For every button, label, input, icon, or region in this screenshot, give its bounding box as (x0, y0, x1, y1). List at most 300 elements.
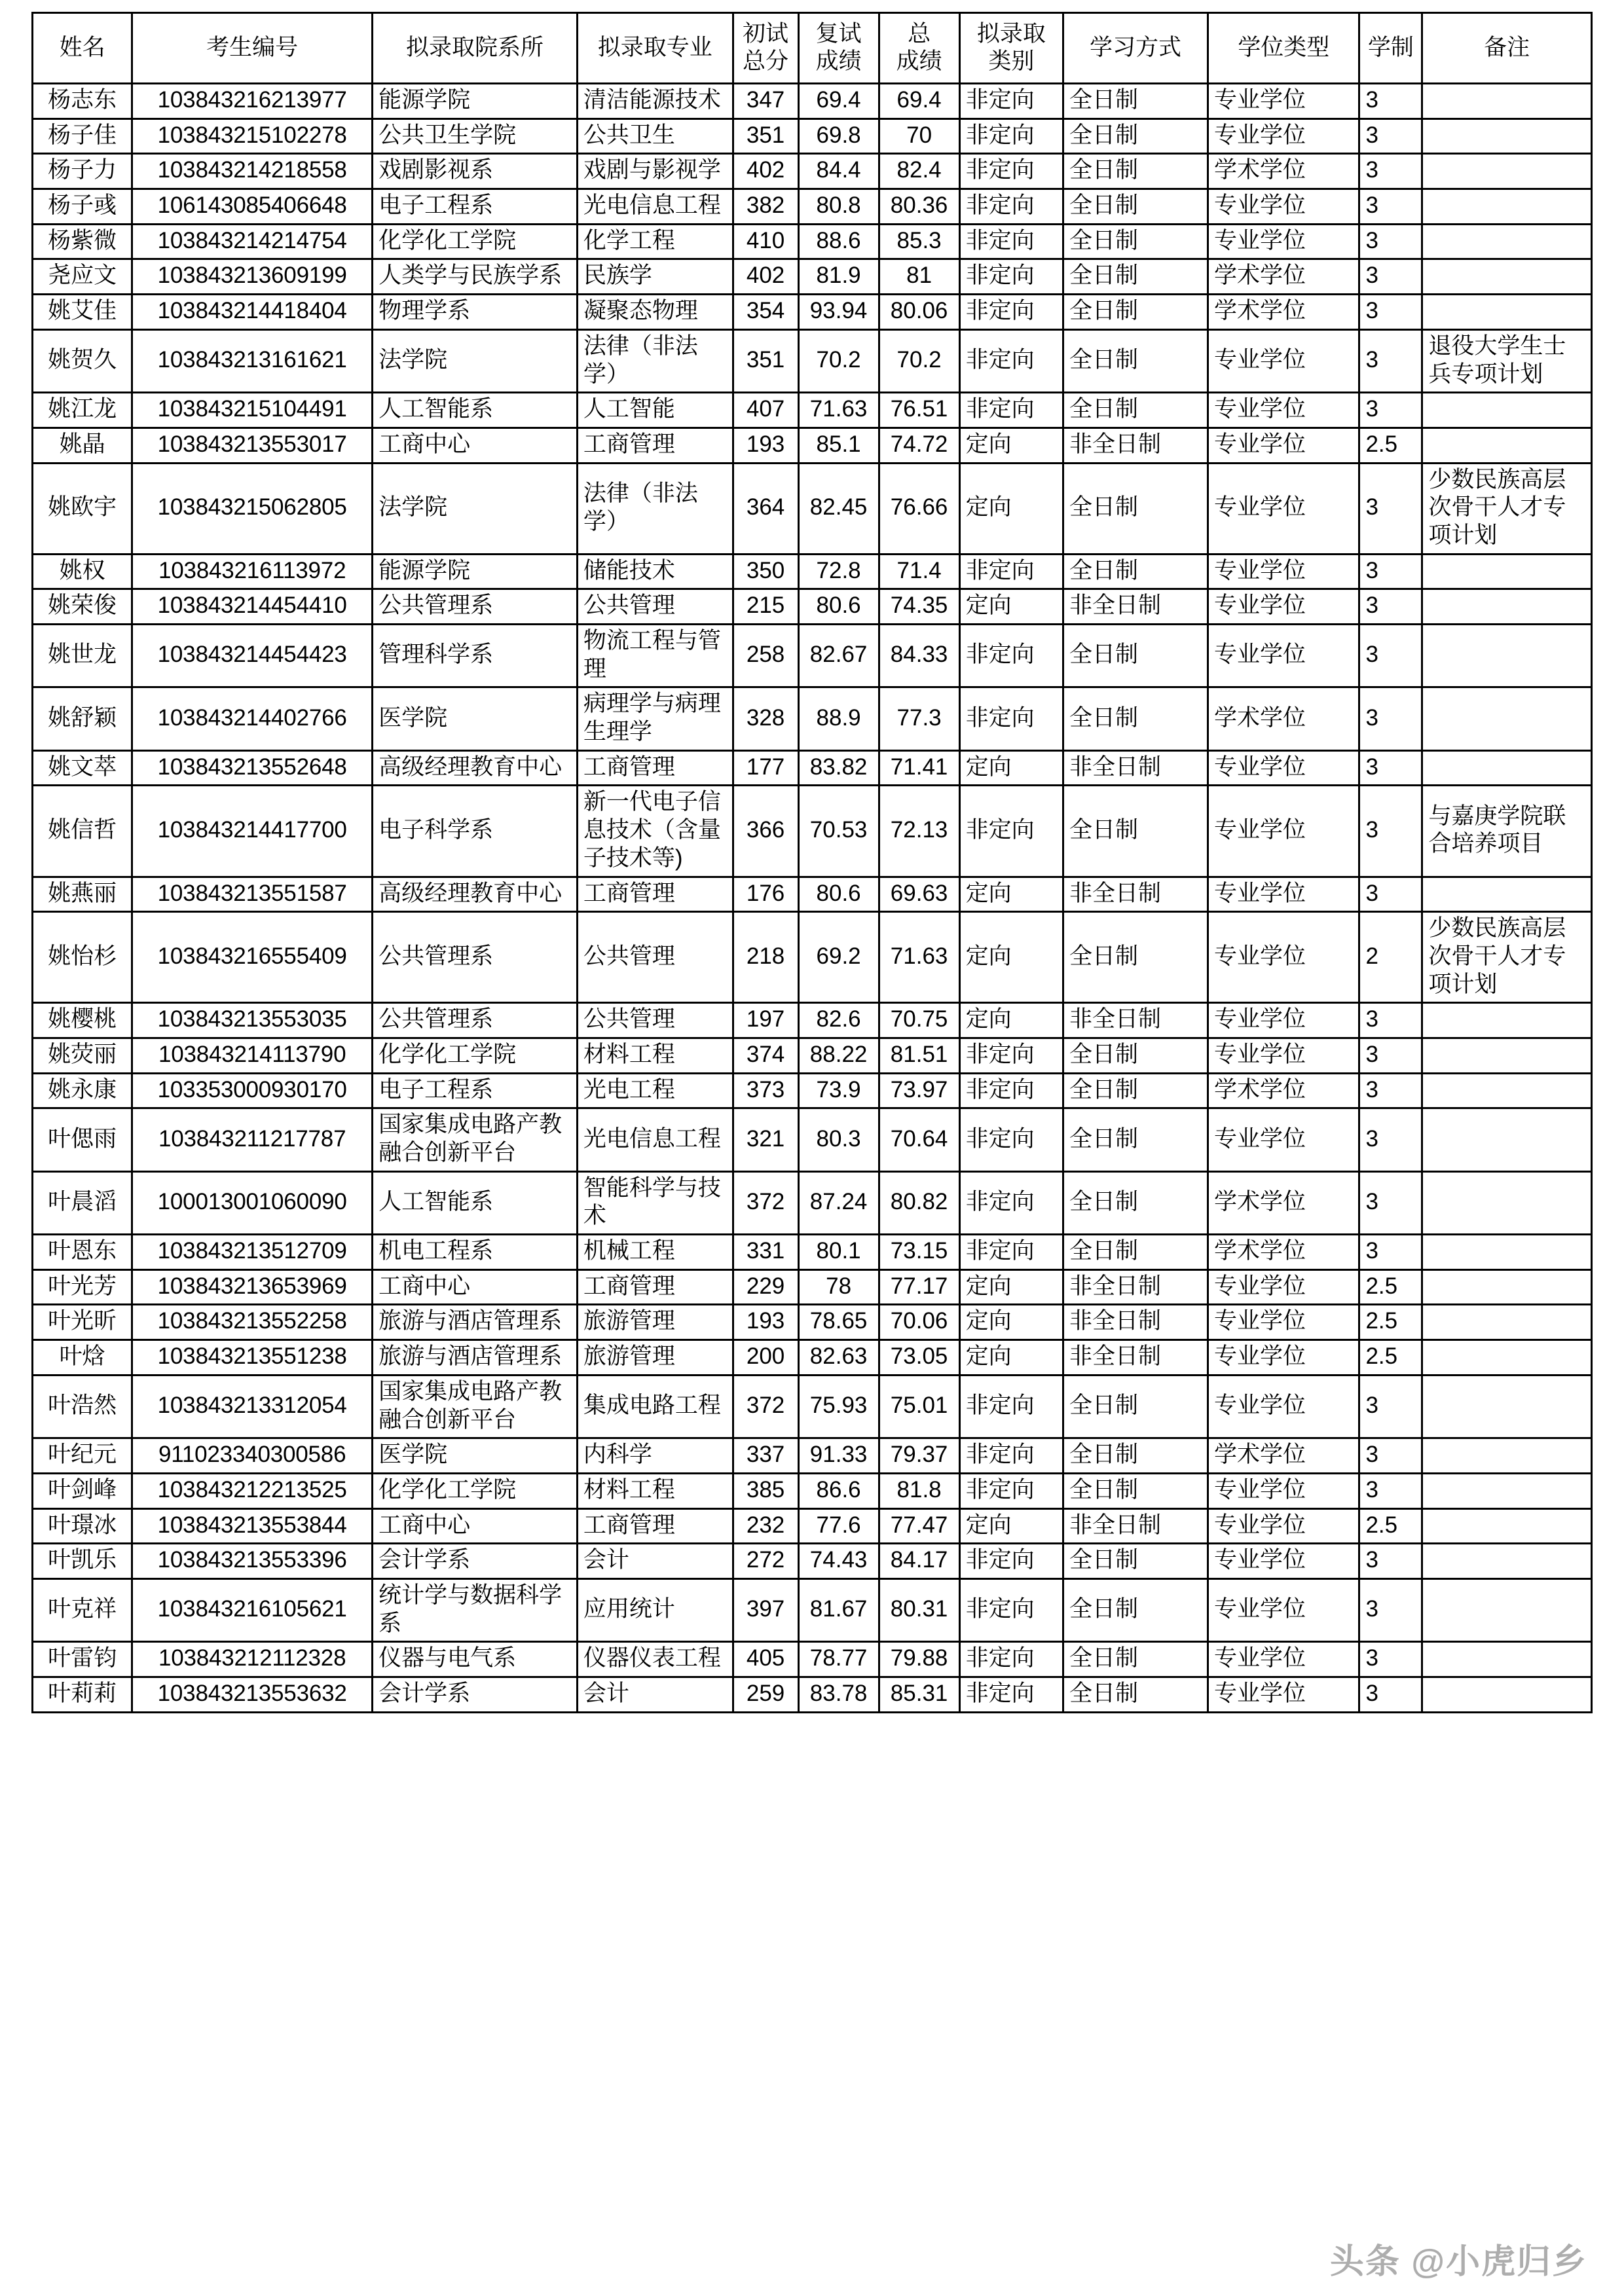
cell-retest-score[interactable]: 83.78 (798, 1677, 879, 1713)
column-header-candidate-id[interactable]: 考生编号 (132, 13, 373, 84)
cell-degree-type[interactable]: 专业学位 (1208, 1578, 1359, 1641)
table-row[interactable] (33, 1073, 1592, 1108)
cell-total-score[interactable]: 71.41 (879, 750, 959, 786)
cell-degree-type[interactable]: 专业学位 (1208, 329, 1359, 392)
table-row[interactable] (33, 428, 1592, 463)
cell-study-mode[interactable]: 非全日制 (1063, 750, 1208, 786)
cell-degree-type[interactable]: 学术学位 (1208, 154, 1359, 189)
cell-degree-type[interactable]: 专业学位 (1208, 428, 1359, 463)
cell-remark[interactable] (1422, 189, 1592, 225)
cell-study-mode[interactable]: 全日制 (1063, 1438, 1208, 1474)
cell-retest-score[interactable]: 69.2 (798, 912, 879, 1003)
cell-degree-type[interactable]: 专业学位 (1208, 877, 1359, 912)
cell-admit-category[interactable]: 非定向 (959, 1171, 1063, 1234)
cell-candidate-id[interactable]: 103843214218558 (132, 154, 373, 189)
cell-degree-type[interactable]: 专业学位 (1208, 1003, 1359, 1038)
cell-total-score[interactable]: 70.06 (879, 1305, 959, 1340)
cell-total-score[interactable]: 85.31 (879, 1677, 959, 1713)
column-header-initial-score[interactable] (733, 13, 798, 84)
cell-major[interactable]: 储能技术 (577, 554, 733, 589)
cell-major[interactable]: 工商管理 (577, 877, 733, 912)
cell-retest-score[interactable]: 86.6 (798, 1473, 879, 1508)
cell-duration[interactable]: 3 (1359, 1073, 1422, 1108)
cell-major[interactable]: 公共管理 (577, 912, 733, 1003)
cell-name[interactable]: 姚艾佳 (33, 295, 132, 330)
cell-department[interactable]: 国家集成电路产教融合创新平台 (373, 1375, 578, 1438)
cell-department[interactable]: 医学院 (373, 687, 578, 750)
cell-degree-type[interactable]: 专业学位 (1208, 1677, 1359, 1713)
column-header-remark[interactable]: 备注 (1422, 13, 1592, 84)
cell-total-score[interactable]: 80.36 (879, 189, 959, 225)
cell-major[interactable]: 会计 (577, 1544, 733, 1579)
cell-degree-type[interactable]: 专业学位 (1208, 1544, 1359, 1579)
cell-retest-score[interactable]: 78.77 (798, 1642, 879, 1677)
cell-candidate-id[interactable]: 103843213552648 (132, 750, 373, 786)
table-row[interactable] (33, 1305, 1592, 1340)
cell-degree-type[interactable]: 专业学位 (1208, 1642, 1359, 1677)
cell-remark[interactable]: 少数民族高层次骨干人才专项计划 (1422, 912, 1592, 1003)
cell-degree-type[interactable]: 专业学位 (1208, 393, 1359, 428)
cell-name[interactable]: 姚燕丽 (33, 877, 132, 912)
cell-duration[interactable]: 3 (1359, 154, 1422, 189)
cell-major[interactable]: 人工智能 (577, 393, 733, 428)
table-row[interactable] (33, 912, 1592, 1003)
cell-retest-score[interactable]: 70.53 (798, 786, 879, 877)
cell-remark[interactable]: 与嘉庚学院联合培养项目 (1422, 786, 1592, 877)
table-row[interactable] (33, 1375, 1592, 1438)
table-row[interactable] (33, 1108, 1592, 1171)
cell-admit-category[interactable]: 非定向 (959, 118, 1063, 154)
cell-initial-score[interactable]: 350 (733, 554, 798, 589)
cell-department[interactable]: 法学院 (373, 329, 578, 392)
cell-remark[interactable] (1422, 1473, 1592, 1508)
cell-department[interactable]: 电子科学系 (373, 786, 578, 877)
cell-remark[interactable] (1422, 1073, 1592, 1108)
cell-remark[interactable] (1422, 877, 1592, 912)
cell-study-mode[interactable]: 全日制 (1063, 463, 1208, 554)
cell-study-mode[interactable]: 全日制 (1063, 393, 1208, 428)
cell-degree-type[interactable]: 专业学位 (1208, 750, 1359, 786)
cell-admit-category[interactable]: 定向 (959, 1269, 1063, 1305)
cell-study-mode[interactable]: 非全日制 (1063, 877, 1208, 912)
cell-total-score[interactable]: 81.51 (879, 1038, 959, 1073)
cell-remark[interactable] (1422, 1578, 1592, 1641)
cell-department[interactable]: 高级经理教育中心 (373, 750, 578, 786)
cell-name[interactable]: 姚欧宇 (33, 463, 132, 554)
cell-admit-category[interactable]: 非定向 (959, 1235, 1063, 1270)
cell-major[interactable]: 公共卫生 (577, 118, 733, 154)
cell-retest-score[interactable]: 85.1 (798, 428, 879, 463)
cell-candidate-id[interactable]: 103843214402766 (132, 687, 373, 750)
table-row[interactable] (33, 118, 1592, 154)
cell-duration[interactable]: 2.5 (1359, 428, 1422, 463)
cell-degree-type[interactable]: 学术学位 (1208, 1171, 1359, 1234)
cell-major[interactable]: 工商管理 (577, 750, 733, 786)
cell-name[interactable]: 姚舒颖 (33, 687, 132, 750)
cell-candidate-id[interactable]: 103843214454423 (132, 625, 373, 687)
cell-candidate-id[interactable]: 103843214417700 (132, 786, 373, 877)
cell-study-mode[interactable]: 全日制 (1063, 84, 1208, 119)
cell-department[interactable]: 旅游与酒店管理系 (373, 1340, 578, 1376)
cell-candidate-id[interactable]: 103843213553396 (132, 1544, 373, 1579)
cell-initial-score[interactable]: 373 (733, 1073, 798, 1108)
cell-duration[interactable]: 3 (1359, 687, 1422, 750)
cell-department[interactable]: 化学化工学院 (373, 1473, 578, 1508)
cell-total-score[interactable]: 74.35 (879, 589, 959, 625)
table-row[interactable] (33, 750, 1592, 786)
cell-total-score[interactable]: 71.63 (879, 912, 959, 1003)
table-row[interactable] (33, 1642, 1592, 1677)
cell-degree-type[interactable]: 专业学位 (1208, 224, 1359, 259)
cell-study-mode[interactable]: 全日制 (1063, 1073, 1208, 1108)
cell-retest-score[interactable]: 80.1 (798, 1235, 879, 1270)
table-row[interactable] (33, 1171, 1592, 1234)
cell-retest-score[interactable]: 88.9 (798, 687, 879, 750)
cell-initial-score[interactable]: 364 (733, 463, 798, 554)
cell-admit-category[interactable]: 非定向 (959, 189, 1063, 225)
table-row[interactable] (33, 1677, 1592, 1713)
cell-duration[interactable]: 2.5 (1359, 1508, 1422, 1544)
cell-admit-category[interactable]: 定向 (959, 1305, 1063, 1340)
cell-initial-score[interactable]: 347 (733, 84, 798, 119)
cell-initial-score[interactable]: 272 (733, 1544, 798, 1579)
cell-study-mode[interactable]: 全日制 (1063, 1677, 1208, 1713)
cell-degree-type[interactable]: 专业学位 (1208, 1340, 1359, 1376)
cell-degree-type[interactable]: 专业学位 (1208, 1375, 1359, 1438)
cell-retest-score[interactable]: 73.9 (798, 1073, 879, 1108)
cell-admit-category[interactable]: 非定向 (959, 259, 1063, 295)
cell-candidate-id[interactable]: 911023340300586 (132, 1438, 373, 1474)
cell-remark[interactable] (1422, 1677, 1592, 1713)
cell-name[interactable]: 姚世龙 (33, 625, 132, 687)
cell-retest-score[interactable]: 70.2 (798, 329, 879, 392)
cell-name[interactable]: 姚晶 (33, 428, 132, 463)
column-header-name[interactable]: 姓名 (33, 13, 132, 84)
cell-admit-category[interactable]: 定向 (959, 912, 1063, 1003)
table-row[interactable] (33, 1038, 1592, 1073)
cell-duration[interactable]: 3 (1359, 1375, 1422, 1438)
cell-department[interactable]: 法学院 (373, 463, 578, 554)
cell-remark[interactable] (1422, 1438, 1592, 1474)
cell-department[interactable]: 公共管理系 (373, 912, 578, 1003)
cell-duration[interactable]: 3 (1359, 1438, 1422, 1474)
cell-department[interactable]: 国家集成电路产教融合创新平台 (373, 1108, 578, 1171)
cell-candidate-id[interactable]: 103843213552258 (132, 1305, 373, 1340)
cell-initial-score[interactable]: 321 (733, 1108, 798, 1171)
cell-name[interactable]: 叶光芳 (33, 1269, 132, 1305)
cell-name[interactable]: 姚文萃 (33, 750, 132, 786)
cell-major[interactable]: 新一代电子信息技术（含量子技术等) (577, 786, 733, 877)
cell-name[interactable]: 杨子彧 (33, 189, 132, 225)
cell-remark[interactable] (1422, 259, 1592, 295)
cell-retest-score[interactable]: 82.45 (798, 463, 879, 554)
cell-total-score[interactable]: 79.88 (879, 1642, 959, 1677)
cell-retest-score[interactable]: 88.6 (798, 224, 879, 259)
cell-name[interactable]: 杨子佳 (33, 118, 132, 154)
cell-duration[interactable]: 3 (1359, 625, 1422, 687)
cell-admit-category[interactable]: 非定向 (959, 1544, 1063, 1579)
cell-total-score[interactable]: 80.82 (879, 1171, 959, 1234)
cell-degree-type[interactable]: 专业学位 (1208, 1108, 1359, 1171)
cell-degree-type[interactable]: 学术学位 (1208, 295, 1359, 330)
cell-initial-score[interactable]: 372 (733, 1375, 798, 1438)
cell-admit-category[interactable]: 定向 (959, 1508, 1063, 1544)
cell-initial-score[interactable]: 328 (733, 687, 798, 750)
cell-initial-score[interactable]: 259 (733, 1677, 798, 1713)
cell-remark[interactable] (1422, 1038, 1592, 1073)
cell-initial-score[interactable]: 402 (733, 154, 798, 189)
cell-department[interactable]: 公共管理系 (373, 589, 578, 625)
table-row[interactable] (33, 554, 1592, 589)
cell-department[interactable]: 会计学系 (373, 1544, 578, 1579)
cell-candidate-id[interactable]: 103843213161621 (132, 329, 373, 392)
cell-study-mode[interactable]: 全日制 (1063, 554, 1208, 589)
cell-duration[interactable]: 3 (1359, 1235, 1422, 1270)
cell-duration[interactable]: 3 (1359, 554, 1422, 589)
cell-admit-category[interactable]: 非定向 (959, 154, 1063, 189)
cell-initial-score[interactable]: 193 (733, 1305, 798, 1340)
cell-degree-type[interactable]: 学术学位 (1208, 1073, 1359, 1108)
cell-department[interactable]: 化学化工学院 (373, 224, 578, 259)
cell-study-mode[interactable]: 非全日制 (1063, 1508, 1208, 1544)
cell-initial-score[interactable]: 177 (733, 750, 798, 786)
cell-candidate-id[interactable]: 103843213312054 (132, 1375, 373, 1438)
cell-degree-type[interactable]: 专业学位 (1208, 625, 1359, 687)
cell-admit-category[interactable]: 非定向 (959, 1108, 1063, 1171)
cell-admit-category[interactable]: 定向 (959, 1340, 1063, 1376)
cell-candidate-id[interactable]: 103843213512709 (132, 1235, 373, 1270)
cell-study-mode[interactable]: 全日制 (1063, 329, 1208, 392)
cell-admit-category[interactable]: 非定向 (959, 224, 1063, 259)
cell-degree-type[interactable]: 专业学位 (1208, 554, 1359, 589)
cell-name[interactable]: 叶偲雨 (33, 1108, 132, 1171)
cell-major[interactable]: 公共管理 (577, 589, 733, 625)
table-row[interactable] (33, 589, 1592, 625)
cell-degree-type[interactable]: 专业学位 (1208, 189, 1359, 225)
cell-remark[interactable] (1422, 1375, 1592, 1438)
table-row[interactable] (33, 393, 1592, 428)
cell-degree-type[interactable]: 专业学位 (1208, 1305, 1359, 1340)
cell-total-score[interactable]: 81.8 (879, 1473, 959, 1508)
cell-initial-score[interactable]: 331 (733, 1235, 798, 1270)
cell-degree-type[interactable]: 专业学位 (1208, 912, 1359, 1003)
cell-duration[interactable]: 3 (1359, 1677, 1422, 1713)
cell-total-score[interactable]: 82.4 (879, 154, 959, 189)
cell-initial-score[interactable]: 374 (733, 1038, 798, 1073)
table-row[interactable] (33, 1340, 1592, 1376)
cell-duration[interactable]: 3 (1359, 224, 1422, 259)
cell-remark[interactable]: 少数民族高层次骨干人才专项计划 (1422, 463, 1592, 554)
cell-study-mode[interactable]: 全日制 (1063, 1642, 1208, 1677)
cell-remark[interactable] (1422, 84, 1592, 119)
cell-study-mode[interactable]: 非全日制 (1063, 589, 1208, 625)
cell-study-mode[interactable]: 非全日制 (1063, 1003, 1208, 1038)
cell-remark[interactable] (1422, 295, 1592, 330)
cell-study-mode[interactable]: 全日制 (1063, 786, 1208, 877)
cell-initial-score[interactable]: 397 (733, 1578, 798, 1641)
cell-initial-score[interactable]: 372 (733, 1171, 798, 1234)
cell-initial-score[interactable]: 229 (733, 1269, 798, 1305)
cell-total-score[interactable]: 69.63 (879, 877, 959, 912)
cell-remark[interactable] (1422, 1108, 1592, 1171)
cell-admit-category[interactable]: 非定向 (959, 625, 1063, 687)
table-row[interactable] (33, 1003, 1592, 1038)
cell-candidate-id[interactable]: 103843212213525 (132, 1473, 373, 1508)
table-row[interactable] (33, 329, 1592, 392)
cell-total-score[interactable]: 70.75 (879, 1003, 959, 1038)
cell-admit-category[interactable]: 非定向 (959, 295, 1063, 330)
cell-name[interactable]: 尧应文 (33, 259, 132, 295)
cell-admit-category[interactable]: 非定向 (959, 84, 1063, 119)
cell-major[interactable]: 工商管理 (577, 428, 733, 463)
cell-candidate-id[interactable]: 103843212112328 (132, 1642, 373, 1677)
cell-initial-score[interactable]: 366 (733, 786, 798, 877)
cell-duration[interactable]: 3 (1359, 877, 1422, 912)
cell-name[interactable]: 叶焓 (33, 1340, 132, 1376)
cell-initial-score[interactable]: 382 (733, 189, 798, 225)
cell-total-score[interactable]: 80.06 (879, 295, 959, 330)
cell-study-mode[interactable]: 全日制 (1063, 1375, 1208, 1438)
column-header-major[interactable]: 拟录取专业 (577, 13, 733, 84)
cell-initial-score[interactable]: 385 (733, 1473, 798, 1508)
cell-total-score[interactable]: 79.37 (879, 1438, 959, 1474)
cell-remark[interactable] (1422, 625, 1592, 687)
cell-name[interactable]: 姚贺久 (33, 329, 132, 392)
column-header-study-mode[interactable]: 学习方式 (1063, 13, 1208, 84)
cell-department[interactable]: 工商中心 (373, 1269, 578, 1305)
cell-major[interactable]: 光电信息工程 (577, 1108, 733, 1171)
cell-name[interactable]: 叶凯乐 (33, 1544, 132, 1579)
cell-name[interactable]: 姚权 (33, 554, 132, 589)
cell-name[interactable]: 杨紫微 (33, 224, 132, 259)
cell-remark[interactable] (1422, 1508, 1592, 1544)
cell-retest-score[interactable]: 82.6 (798, 1003, 879, 1038)
cell-total-score[interactable]: 76.51 (879, 393, 959, 428)
cell-candidate-id[interactable]: 103843214454410 (132, 589, 373, 625)
cell-duration[interactable]: 3 (1359, 1038, 1422, 1073)
cell-department[interactable]: 统计学与数据科学系 (373, 1578, 578, 1641)
cell-initial-score[interactable]: 405 (733, 1642, 798, 1677)
cell-candidate-id[interactable]: 103843216113972 (132, 554, 373, 589)
cell-name[interactable]: 叶晨滔 (33, 1171, 132, 1234)
cell-department[interactable]: 电子工程系 (373, 189, 578, 225)
cell-study-mode[interactable]: 非全日制 (1063, 428, 1208, 463)
cell-admit-category[interactable]: 非定向 (959, 1578, 1063, 1641)
cell-major[interactable]: 病理学与病理生理学 (577, 687, 733, 750)
cell-admit-category[interactable]: 非定向 (959, 1438, 1063, 1474)
cell-retest-score[interactable]: 74.43 (798, 1544, 879, 1579)
cell-initial-score[interactable]: 197 (733, 1003, 798, 1038)
table-row[interactable] (33, 84, 1592, 119)
cell-remark[interactable] (1422, 1544, 1592, 1579)
table-row[interactable] (33, 224, 1592, 259)
cell-admit-category[interactable]: 非定向 (959, 1038, 1063, 1073)
cell-study-mode[interactable]: 全日制 (1063, 1171, 1208, 1234)
cell-major[interactable]: 凝聚态物理 (577, 295, 733, 330)
cell-name[interactable]: 叶剑峰 (33, 1473, 132, 1508)
cell-retest-score[interactable]: 80.6 (798, 877, 879, 912)
cell-department[interactable]: 公共卫生学院 (373, 118, 578, 154)
cell-remark[interactable] (1422, 1269, 1592, 1305)
cell-study-mode[interactable]: 全日制 (1063, 1544, 1208, 1579)
cell-total-score[interactable]: 76.66 (879, 463, 959, 554)
cell-department[interactable]: 物理学系 (373, 295, 578, 330)
cell-duration[interactable]: 2 (1359, 912, 1422, 1003)
cell-total-score[interactable]: 85.3 (879, 224, 959, 259)
cell-duration[interactable]: 3 (1359, 589, 1422, 625)
cell-total-score[interactable]: 70.2 (879, 329, 959, 392)
cell-degree-type[interactable]: 学术学位 (1208, 1438, 1359, 1474)
cell-total-score[interactable]: 70 (879, 118, 959, 154)
cell-degree-type[interactable]: 学术学位 (1208, 1235, 1359, 1270)
cell-study-mode[interactable]: 全日制 (1063, 687, 1208, 750)
cell-name[interactable]: 叶恩东 (33, 1235, 132, 1270)
cell-duration[interactable]: 3 (1359, 1003, 1422, 1038)
cell-name[interactable]: 姚荣俊 (33, 589, 132, 625)
cell-degree-type[interactable]: 专业学位 (1208, 1038, 1359, 1073)
cell-name[interactable]: 叶雷钧 (33, 1642, 132, 1677)
cell-remark[interactable] (1422, 1642, 1592, 1677)
table-row[interactable] (33, 295, 1592, 330)
cell-major[interactable]: 光电工程 (577, 1073, 733, 1108)
cell-study-mode[interactable]: 全日制 (1063, 1578, 1208, 1641)
cell-admit-category[interactable]: 定向 (959, 877, 1063, 912)
cell-duration[interactable]: 3 (1359, 1578, 1422, 1641)
table-row[interactable] (33, 1235, 1592, 1270)
cell-remark[interactable] (1422, 118, 1592, 154)
cell-study-mode[interactable]: 全日制 (1063, 154, 1208, 189)
cell-retest-score[interactable]: 93.94 (798, 295, 879, 330)
cell-name[interactable]: 姚樱桃 (33, 1003, 132, 1038)
cell-admit-category[interactable]: 定向 (959, 750, 1063, 786)
cell-name[interactable]: 姚永康 (33, 1073, 132, 1108)
cell-admit-category[interactable]: 非定向 (959, 687, 1063, 750)
cell-initial-score[interactable]: 193 (733, 428, 798, 463)
cell-study-mode[interactable]: 全日制 (1063, 259, 1208, 295)
cell-retest-score[interactable]: 87.24 (798, 1171, 879, 1234)
table-row[interactable] (33, 154, 1592, 189)
table-row[interactable] (33, 189, 1592, 225)
cell-initial-score[interactable]: 354 (733, 295, 798, 330)
cell-remark[interactable] (1422, 154, 1592, 189)
cell-department[interactable]: 高级经理教育中心 (373, 877, 578, 912)
cell-degree-type[interactable]: 专业学位 (1208, 1269, 1359, 1305)
cell-total-score[interactable]: 73.15 (879, 1235, 959, 1270)
cell-remark[interactable] (1422, 1235, 1592, 1270)
cell-admit-category[interactable]: 非定向 (959, 329, 1063, 392)
cell-name[interactable]: 叶璟冰 (33, 1508, 132, 1544)
cell-study-mode[interactable]: 非全日制 (1063, 1269, 1208, 1305)
cell-initial-score[interactable]: 351 (733, 329, 798, 392)
cell-major[interactable]: 工商管理 (577, 1269, 733, 1305)
cell-initial-score[interactable]: 215 (733, 589, 798, 625)
cell-major[interactable]: 化学工程 (577, 224, 733, 259)
column-header-duration[interactable]: 学制 (1359, 13, 1422, 84)
cell-duration[interactable]: 3 (1359, 750, 1422, 786)
table-row[interactable] (33, 1438, 1592, 1474)
cell-department[interactable]: 人工智能系 (373, 1171, 578, 1234)
cell-initial-score[interactable]: 258 (733, 625, 798, 687)
cell-department[interactable]: 能源学院 (373, 84, 578, 119)
cell-department[interactable]: 工商中心 (373, 428, 578, 463)
cell-retest-score[interactable]: 81.9 (798, 259, 879, 295)
cell-duration[interactable]: 3 (1359, 84, 1422, 119)
cell-duration[interactable]: 3 (1359, 463, 1422, 554)
cell-major[interactable]: 材料工程 (577, 1038, 733, 1073)
column-header-admit-category[interactable] (959, 13, 1063, 84)
cell-retest-score[interactable]: 72.8 (798, 554, 879, 589)
cell-degree-type[interactable]: 专业学位 (1208, 84, 1359, 119)
